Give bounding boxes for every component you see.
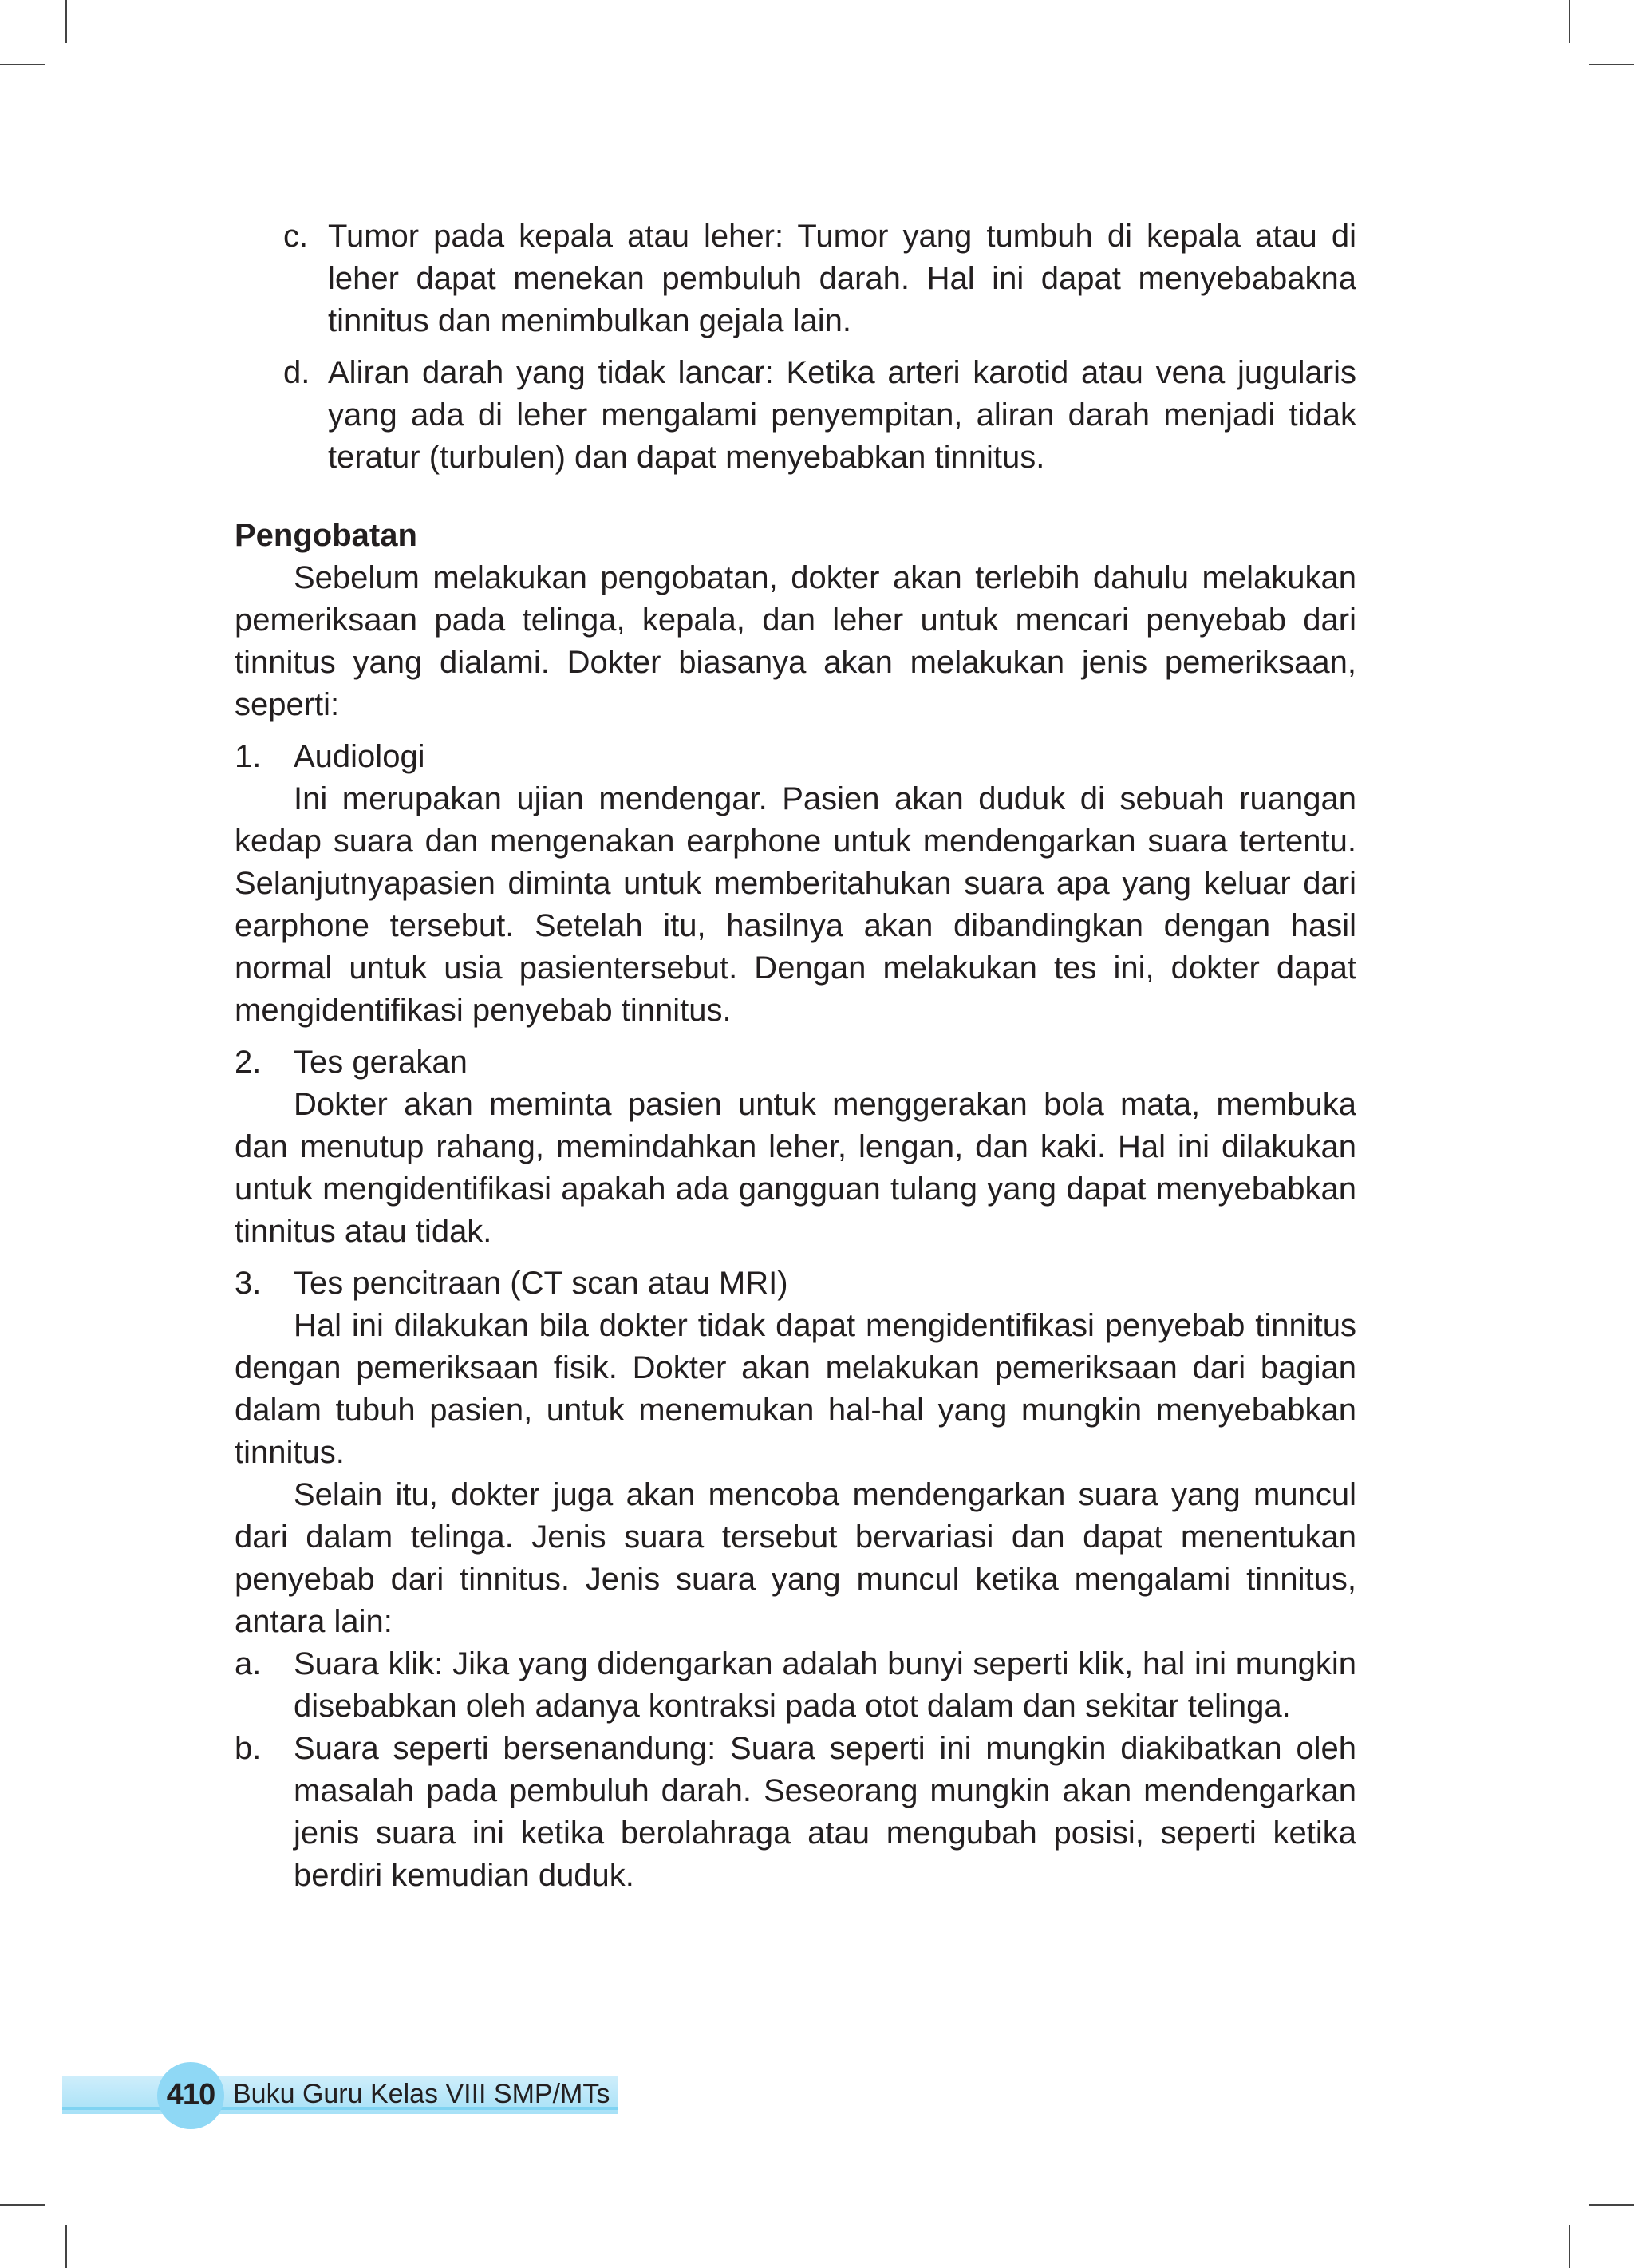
book-title: Buku Guru Kelas VIII SMP/MTs [233,2079,610,2109]
list-item [283,215,1356,342]
item-number: 1. [235,739,262,774]
crop-mark [1589,2204,1634,2206]
list-marker: a. [235,1646,262,1681]
list-marker: d. [283,355,310,390]
item-paragraph: Ini merupakan ujian mendengar. Pasien akan duduk di sebuah ruangan kedap suara dan mengenakan earphone untuk mendengarkan suara tertentu. Selanjutnyapasien diminta untuk memberitahukan suara apa yang keluar dari earphone tersebut. Setelah itu, hasilnya akan dibandingkan dengan hasil normal untuk usia pasientersebut. Dengan melakukan tes ini, dokter dapat mengidentifikasi penyebab tinnitus. [235,781,1356,1028]
top-list [283,215,1356,479]
list-text: Suara klik: Jika yang didengarkan adalah bunyi seperti klik, hal ini mungkin disebabkan oleh adanya kontraksi pada otot dalam dan sekitar telinga. [294,1646,1356,1724]
list-item [235,1728,1356,1897]
crop-mark [0,64,45,65]
list-text: Aliran darah yang tidak lancar: Ketika arteri karotid atau vena jugularis yang ada di leher mengalami penyempitan, aliran darah menjadi tidak teratur (turbulen) dan dapat menyebabkan tinnitus. [328,355,1356,475]
page-number: 410 [166,2078,215,2112]
exam-item [235,1041,1356,1253]
crop-mark [65,0,67,43]
crop-mark [1569,0,1570,43]
item-title: Tes gerakan [294,1045,468,1080]
list-text: Suara seperti bersenandung: Suara seperti ini mungkin diakibatkan oleh masalah pada pembuluh darah. Seseorang mungkin akan mendengarkan jenis suara ini ketika berolahraga atau mengubah posisi, seperti ketika berdiri kemudian duduk. [294,1731,1356,1893]
item-number: 3. [235,1266,262,1301]
item-title: Audiologi [294,739,425,774]
list-item [235,1643,1356,1728]
exam-item [235,1262,1356,1643]
list-marker: c. [283,219,309,254]
list-marker: b. [235,1731,262,1766]
item-number: 2. [235,1045,262,1080]
item-title: Tes pencitraan (CT scan atau MRI) [294,1266,788,1301]
item-paragraph: Selain itu, dokter juga akan mencoba mendengarkan suara yang muncul dari dalam telinga. Jenis suara tersebut bervariasi dan dapat menentukan penyebab dari tinnitus. Jenis suara yang muncul ketika mengalami tinnitus, antara lain: [235,1477,1356,1639]
list-text: Tumor pada kepala atau leher: Tumor yang tumbuh di kepala atau di leher dapat menekan pembuluh darah. Hal ini dapat menyebabakna tinnitus dan menimbulkan gejala lain. [328,219,1356,338]
crop-mark [0,2204,45,2206]
page-content [235,215,1356,1897]
crop-mark [65,2225,67,2268]
item-paragraph: Dokter akan meminta pasien untuk menggerakan bola mata, membuka dan menutup rahang, memindahkan leher, lengan, dan kaki. Hal ini dilakukan untuk mengidentifikasi apakah ada gangguan tulang yang dapat menyebabkan tinnitus atau tidak. [235,1087,1356,1249]
sound-type-list [235,1643,1356,1897]
section-heading: Pengobatan [235,518,417,553]
crop-mark [1589,64,1634,65]
section-intro: Sebelum melakukan pengobatan, dokter akan terlebih dahulu melakukan pemeriksaan pada telinga, kepala, dan leher untuk mencari penyebab dari tinnitus yang dialami. Dokter biasanya akan melakukan jenis pemeriksaan, seperti: [235,560,1356,722]
list-item [283,352,1356,479]
crop-mark [1569,2225,1570,2268]
item-paragraph: Hal ini dilakukan bila dokter tidak dapat mengidentifikasi penyebab tinnitus dengan pemeriksaan fisik. Dokter akan melakukan pemeriksaan dari bagian dalam tubuh pasien, untuk menemukan hal-hal yang mungkin menyebabkan tinnitus. [235,1308,1356,1470]
exam-item [235,736,1356,1032]
